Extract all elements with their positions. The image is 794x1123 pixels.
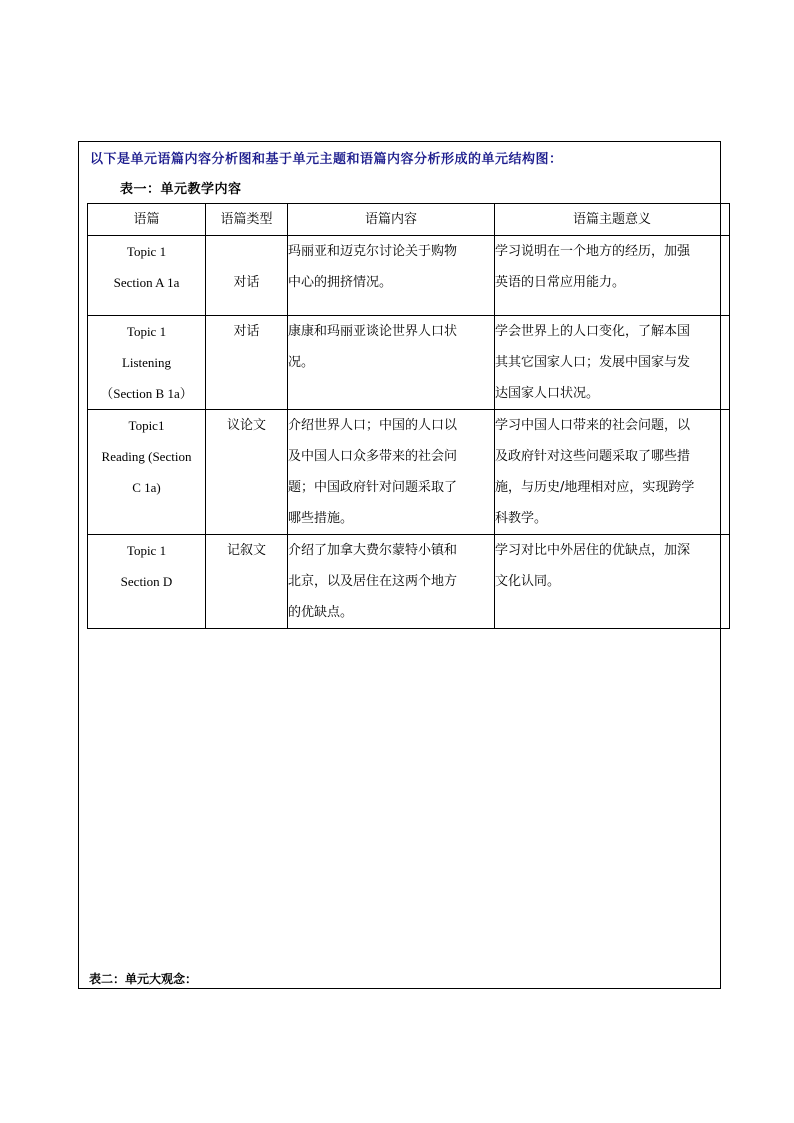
topic-cell bbox=[88, 535, 206, 629]
content-line: 介绍世界人口；中国的人口以 bbox=[288, 418, 458, 433]
type-text: 对话 bbox=[233, 324, 260, 339]
meaning-cell bbox=[495, 236, 730, 316]
meaning-line: 文化认同。 bbox=[495, 574, 561, 589]
topic-line: （Section B 1a） bbox=[100, 386, 193, 401]
header-passage-content: 语篇内容 bbox=[288, 204, 495, 236]
table1-caption: 表一：单元教学内容 bbox=[120, 182, 242, 197]
topic-line: Section D bbox=[120, 574, 173, 589]
intro-text: 以下是单元语篇内容分析图和基于单元主题和语篇内容分析形成的单元结构图： bbox=[90, 152, 563, 167]
meaning-cell bbox=[495, 535, 730, 629]
meaning-line: 学习对比中外居住的优缺点，加深 bbox=[495, 543, 691, 558]
topic-cell bbox=[88, 316, 206, 410]
content-cell bbox=[288, 316, 495, 410]
type-cell bbox=[206, 316, 288, 410]
meaning-line: 学习说明在一个地方的经历，加强 bbox=[495, 244, 691, 259]
unit-content-table bbox=[87, 203, 730, 629]
topic-line: C 1a) bbox=[132, 480, 161, 495]
header-passage-type: 语篇类型 bbox=[206, 204, 288, 236]
content-line: 的优缺点。 bbox=[288, 605, 354, 620]
content-line: 介绍了加拿大费尔蒙特小镇和 bbox=[288, 543, 458, 558]
topic-line: Reading (Section bbox=[101, 449, 192, 464]
table-row bbox=[88, 535, 730, 629]
meaning-cell bbox=[495, 316, 730, 410]
content-line: 玛丽亚和迈克尔讨论关于购物 bbox=[288, 244, 458, 259]
content-line: 题；中国政府针对问题采取了 bbox=[288, 480, 458, 495]
table-row bbox=[88, 316, 730, 410]
type-cell bbox=[206, 410, 288, 535]
meaning-line: 英语的日常应用能力。 bbox=[495, 275, 626, 290]
content-cell bbox=[288, 236, 495, 316]
content-line: 康康和玛丽亚谈论世界人口状 bbox=[288, 324, 458, 339]
content-line: 中心的拥挤情况。 bbox=[288, 275, 393, 290]
topic-line: Topic 1 bbox=[126, 324, 167, 339]
content-line: 况。 bbox=[288, 355, 315, 370]
table-header-row bbox=[88, 204, 730, 236]
content-line: 及中国人口众多带来的社会问 bbox=[288, 449, 458, 464]
content-line: 北京，以及居住在这两个地方 bbox=[288, 574, 458, 589]
meaning-line: 其其它国家人口；发展中国家与发 bbox=[495, 355, 691, 370]
type-cell bbox=[206, 535, 288, 629]
topic-line: Listening bbox=[121, 355, 172, 370]
topic-cell bbox=[88, 410, 206, 535]
topic-line: Topic1 bbox=[128, 418, 165, 433]
type-text: 议论文 bbox=[226, 418, 266, 433]
topic-line: Topic 1 bbox=[126, 244, 167, 259]
topic-line: Topic 1 bbox=[126, 543, 167, 558]
meaning-line: 科教学。 bbox=[495, 511, 548, 526]
content-cell bbox=[288, 410, 495, 535]
content-line: 哪些措施。 bbox=[288, 511, 354, 526]
meaning-line: 及政府针对这些问题采取了哪些措 bbox=[495, 449, 691, 464]
topic-line: Section A 1a bbox=[113, 275, 180, 290]
type-text: 对话 bbox=[233, 275, 260, 290]
type-cell bbox=[206, 236, 288, 316]
meaning-line: 学会世界上的人口变化，了解本国 bbox=[495, 324, 691, 339]
header-passage: 语篇 bbox=[88, 204, 206, 236]
meaning-line: 达国家人口状况。 bbox=[495, 386, 600, 401]
meaning-cell bbox=[495, 410, 730, 535]
topic-cell bbox=[88, 236, 206, 316]
table2-label: 表二：单元大观念： bbox=[89, 972, 198, 986]
meaning-line: 学习中国人口带来的社会问题，以 bbox=[495, 418, 691, 433]
type-text: 记叙文 bbox=[226, 543, 266, 558]
table-row bbox=[88, 410, 730, 535]
content-cell bbox=[288, 535, 495, 629]
table-row bbox=[88, 236, 730, 316]
header-theme-meaning: 语篇主题意义 bbox=[495, 204, 730, 236]
meaning-line: 施，与历史/地理相对应，实现跨学 bbox=[495, 480, 695, 495]
